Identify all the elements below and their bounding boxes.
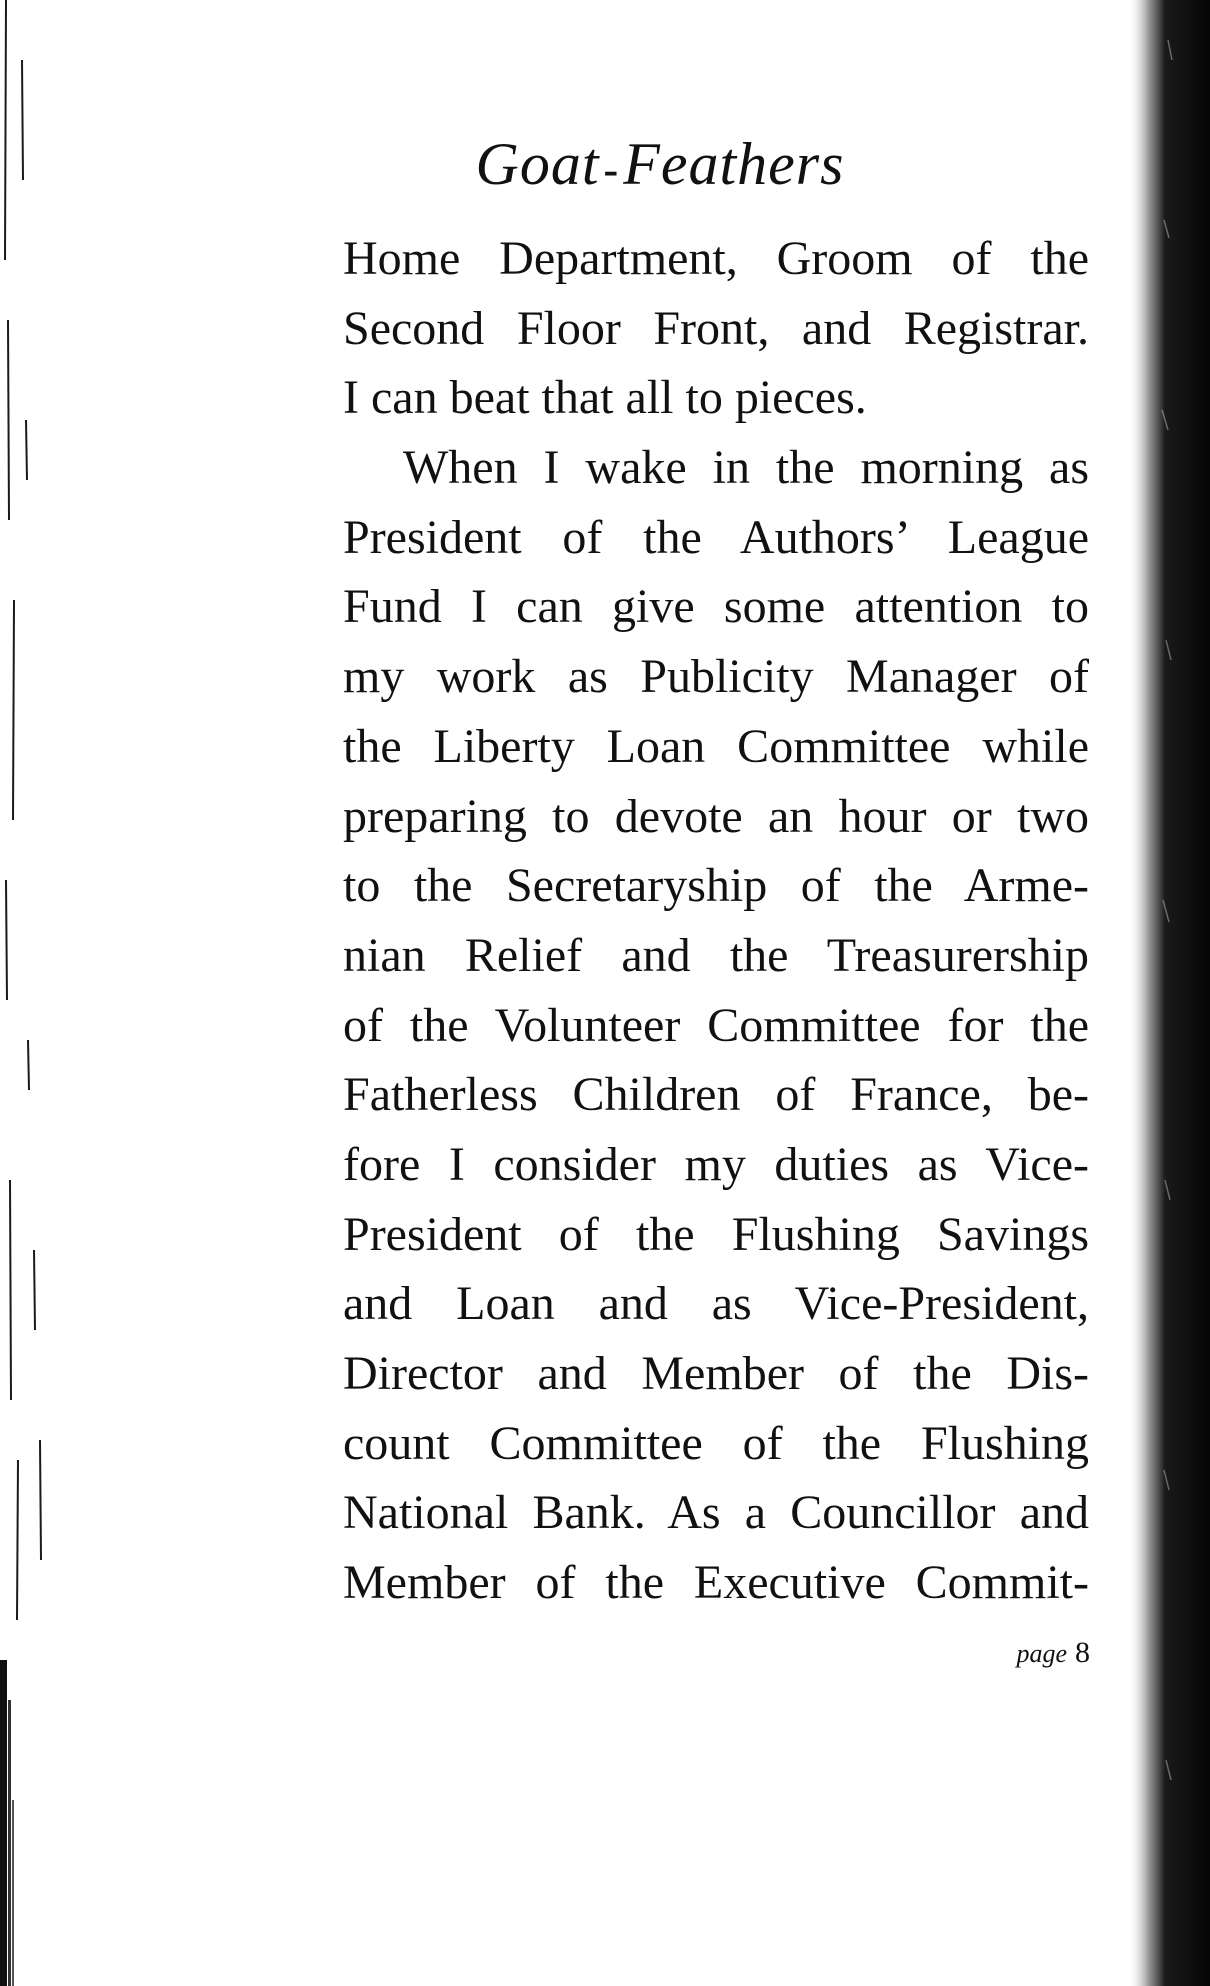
text-line: President of the Flushing Savings bbox=[343, 1207, 1089, 1261]
text-line: Second Floor Front, and Registrar. bbox=[343, 301, 1089, 355]
text-line: nian Relief and the Treasurership bbox=[343, 928, 1089, 982]
text-line: and Loan and as Vice-President, bbox=[343, 1277, 1089, 1331]
page-number bbox=[950, 1633, 1090, 1674]
right-binding-shadow bbox=[1128, 0, 1210, 1986]
text-line: Home Department, Groom of the bbox=[343, 232, 1089, 285]
page-number-value: 8 bbox=[1075, 1636, 1090, 1669]
body-text bbox=[343, 224, 1089, 1618]
text-line: fore I consider my duties as Vice- bbox=[343, 1137, 1089, 1191]
running-head-part1: Goat bbox=[475, 131, 600, 197]
left-gutter-scan-marks bbox=[0, 0, 52, 1986]
text-line: the Liberty Loan Committee while bbox=[343, 719, 1089, 773]
page-number-label: page bbox=[1016, 1639, 1067, 1668]
text-line: my work as Publicity Manager of bbox=[343, 650, 1089, 704]
text-line: Member of the Executive Commit- bbox=[343, 1556, 1089, 1610]
text-line: Fatherless Children of France, be- bbox=[343, 1068, 1089, 1122]
running-head-part2: Feathers bbox=[623, 131, 845, 197]
text-line: count Committee of the Flushing bbox=[343, 1416, 1089, 1470]
text-line-paragraph-start: When I wake in the morning as bbox=[403, 441, 1089, 495]
text-line: National Bank. As a Councillor and bbox=[343, 1486, 1089, 1540]
text-line: Director and Member of the Dis- bbox=[343, 1347, 1089, 1400]
running-head-hyphen: - bbox=[603, 145, 620, 194]
text-line: Fund I can give some attention to bbox=[343, 580, 1089, 634]
running-head bbox=[340, 128, 980, 206]
text-line: President of the Authors’ League bbox=[343, 510, 1089, 564]
text-line: to the Secretaryship of the Arme- bbox=[343, 859, 1089, 913]
text-line: of the Volunteer Committee for the bbox=[343, 998, 1089, 1052]
text-line: preparing to devote an hour or two bbox=[343, 789, 1089, 843]
text-line: I can beat that all to pieces. bbox=[343, 371, 867, 425]
